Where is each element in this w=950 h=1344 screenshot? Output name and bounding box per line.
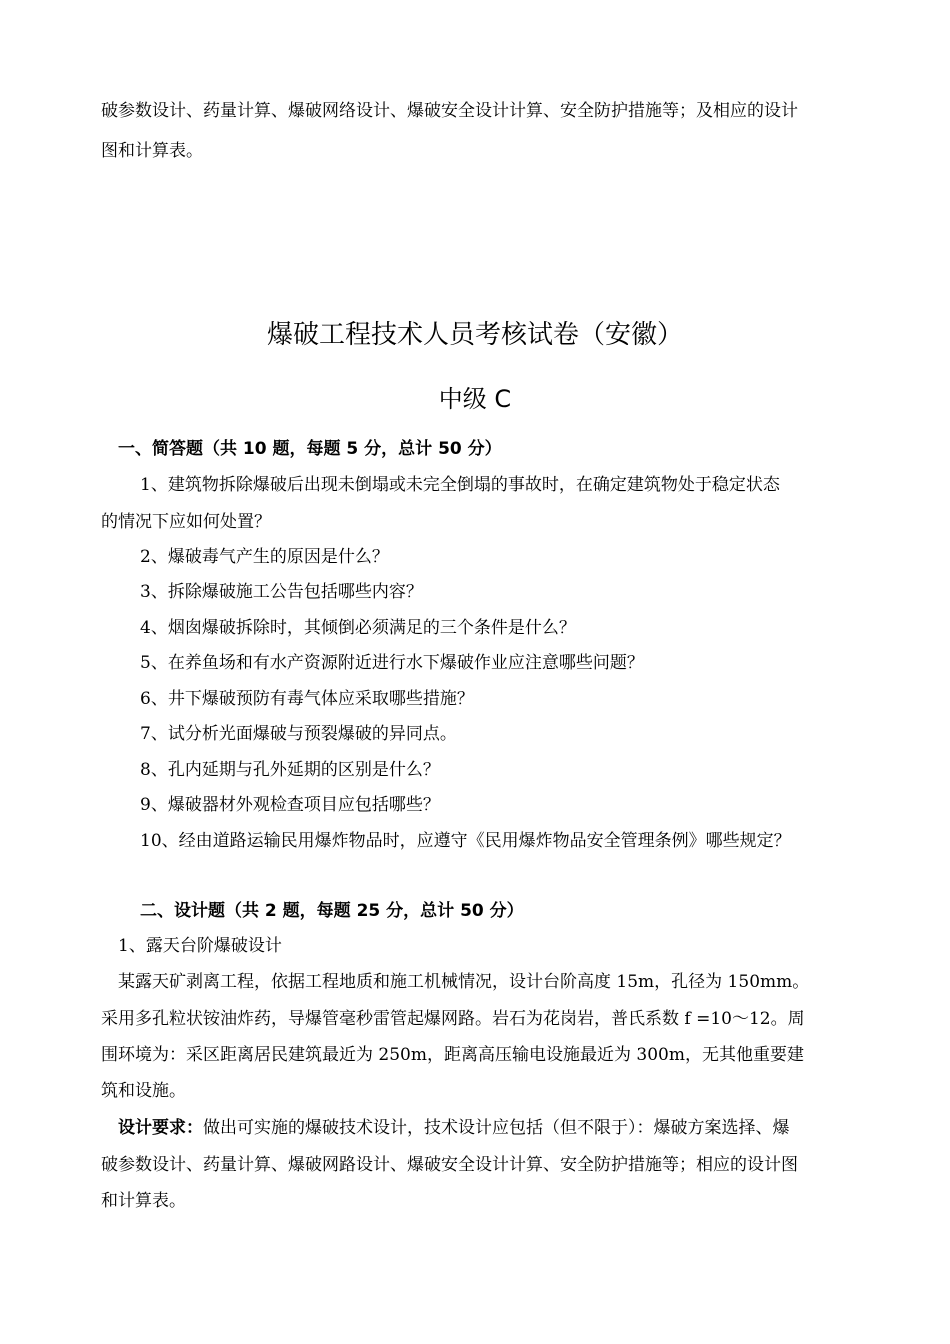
design-paragraph-line-2: 采用多孔粒状铵油炸药，导爆管毫秒雷管起爆网路。岩石为花岗岩，普氏系数 f =10～12。周 <box>101 1009 805 1029</box>
question-9: 9、爆破器材外观检查项目应包括哪些？ <box>140 795 440 815</box>
design-question-1-title: 1、露天台阶爆破设计 <box>118 936 282 956</box>
question-4: 4、烟囱爆破拆除时，其倾倒必须满足的三个条件是什么？ <box>140 618 576 638</box>
design-paragraph-line-1: 某露天矿剥离工程，依据工程地质和施工机械情况，设计台阶高度 15m，孔径为 150mm。 <box>118 972 810 992</box>
question-1-line-2: 的情况下应如何处置？ <box>101 512 271 532</box>
design-requirements-line-2: 破参数设计、药量计算、爆破网路设计、爆破安全设计计算、安全防护措施等；相应的设计图 <box>101 1155 798 1175</box>
design-paragraph-line-3: 围环境为：采区距离居民建筑最近为 250m，距离高压输电设施最近为 300m，无其他重要建 <box>101 1045 804 1065</box>
design-paragraph-line-4: 筑和设施。 <box>101 1081 186 1101</box>
question-8: 8、孔内延期与孔外延期的区别是什么？ <box>140 760 440 780</box>
question-10: 10、经由道路运输民用爆炸物品时，应遵守《民用爆炸物品安全管理条例》哪些规定？ <box>140 831 791 851</box>
design-requirements-line-3: 和计算表。 <box>101 1191 186 1211</box>
question-5: 5、在养鱼场和有水产资源附近进行水下爆破作业应注意哪些问题？ <box>140 653 644 673</box>
design-requirements-line-1 <box>118 1116 790 1140</box>
question-3: 3、拆除爆破施工公告包括哪些内容？ <box>140 582 423 602</box>
question-1-line-1: 1、建筑物拆除爆破后出现未倒塌或未完全倒塌的事故时，在确定建筑物处于稳定状态 <box>140 475 780 495</box>
design-requirements-text: 做出可实施的爆破技术设计，技术设计应包括（但不限于）：爆破方案选择、爆 <box>203 1118 790 1138</box>
question-7: 7、试分析光面爆破与预裂爆破的异同点。 <box>140 724 457 744</box>
question-2: 2、爆破毒气产生的原因是什么？ <box>140 547 389 567</box>
exam-title: 爆破工程技术人员考核试卷（安徽） <box>266 320 683 350</box>
exam-level: 中级 C <box>438 385 512 413</box>
design-requirements-label: 设计要求： <box>118 1118 203 1138</box>
section-2-heading: 二、设计题（共 2 题，每题 25 分，总计 50 分） <box>140 901 524 921</box>
prev-page-line-2: 图和计算表。 <box>101 141 203 161</box>
prev-page-line-1: 破参数设计、药量计算、爆破网络设计、爆破安全设计计算、安全防护措施等；及相应的设计 <box>101 101 798 121</box>
question-6: 6、井下爆破预防有毒气体应采取哪些措施？ <box>140 689 474 709</box>
section-1-heading: 一、简答题（共 10 题，每题 5 分，总计 50 分） <box>118 439 502 459</box>
